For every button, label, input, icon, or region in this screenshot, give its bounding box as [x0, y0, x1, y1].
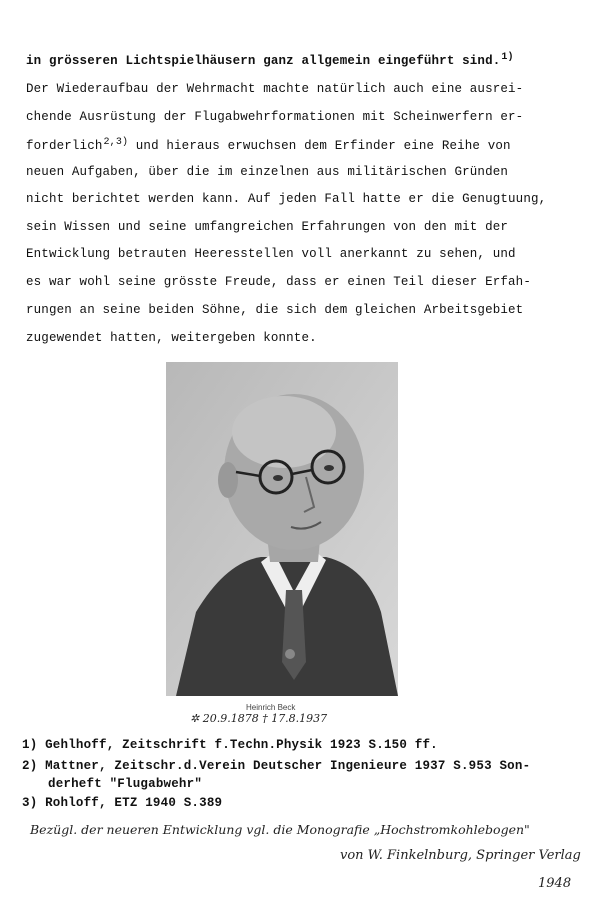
body-line-1 — [26, 52, 514, 68]
body-line-4a: forderlich — [26, 139, 103, 154]
footnote-ref-1: 1) — [501, 52, 514, 63]
footnote-3: 3) Rohloff, ETZ 1940 S.389 — [22, 796, 223, 810]
body-line-11: zugewendet hatten, weitergeben konnte. — [26, 331, 317, 345]
body-line-4 — [26, 137, 511, 153]
portrait-photo — [166, 362, 398, 696]
body-line-7: sein Wissen und seine umfangreichen Erfahrungen von den mit der — [26, 220, 509, 234]
handwritten-note-line-3: 1948 — [538, 876, 572, 891]
photo-handwritten-dates: ✲ 20.9.1878 † 17.8.1937 — [190, 712, 328, 725]
body-line-1-text: in grösseren Lichtspielhäusern ganz allgemein eingeführt sind. — [26, 54, 501, 69]
photo-caption: Heinrich Beck — [246, 703, 296, 712]
body-line-10: rungen an seine beiden Söhne, die sich dem gleichen Arbeitsgebiet — [26, 303, 524, 317]
body-line-4b: und hieraus erwuchsen dem Erfinder eine Reihe von — [128, 139, 511, 154]
footnote-1: 1) Gehlhoff, Zeitschrift f.Techn.Physik 1923 S.150 ff. — [22, 738, 438, 752]
body-line-6: nicht berichtet werden kann. Auf jeden Fall hatte er die Genugtuung, — [26, 192, 547, 206]
handwritten-note-line-2: von W. Finkelnburg, Springer Verlag — [340, 848, 581, 863]
body-line-5: neuen Aufgaben, über die im einzelnen aus militärischen Gründen — [26, 165, 509, 179]
footnote-2-line-1: 2) Mattner, Zeitschr.d.Verein Deutscher Ingenieure 1937 S.953 Son- — [22, 759, 531, 773]
body-line-9: es war wohl seine grösste Freude, dass er einen Teil dieser Erfah- — [26, 275, 531, 289]
footnote-ref-2-3: 2,3) — [103, 137, 129, 148]
portrait-illustration — [166, 362, 398, 696]
footnote-2-line-2: derheft "Flugabwehr" — [48, 777, 203, 791]
body-line-8: Entwicklung betrauten Heeresstellen voll anerkannt zu sehen, und — [26, 247, 516, 261]
body-line-2: Der Wiederaufbau der Wehrmacht machte natürlich auch eine ausrei- — [26, 82, 524, 96]
body-line-3: chende Ausrüstung der Flugabwehrformationen mit Scheinwerfern er- — [26, 110, 524, 124]
handwritten-note-line-1: Bezügl. der neueren Entwicklung vgl. die Monografie „Hochstromkohlebogen" — [30, 822, 530, 837]
